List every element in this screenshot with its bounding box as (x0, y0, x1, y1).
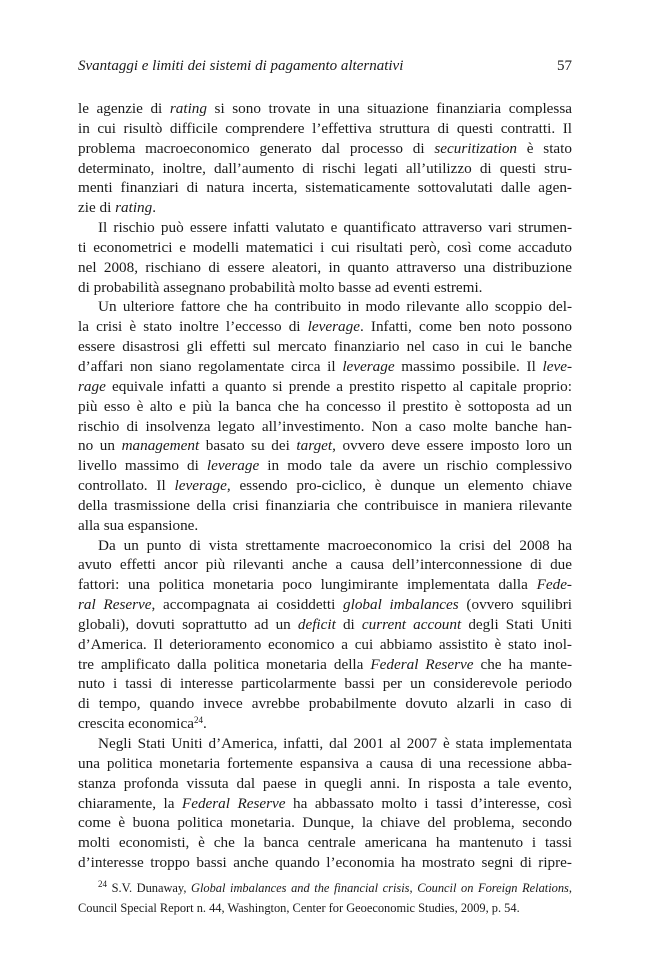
text-line: una politica monetaria fortemente espansiva a causa di una recessione abba- (78, 754, 572, 772)
text-line: Negli Stati Uniti d’America, infatti, dal 2001 al 2007 è stata implementata (98, 735, 572, 752)
footnote-line: $^{24}$ S.V. Dunaway, Global imbalances and the financial crisis, Council on Foreign Relations, (98, 879, 572, 895)
text-line: molti economisti, è che la banca centrale americana ha mantenuto i tassi (78, 834, 572, 852)
text-line: nel 2008, rischiano di essere aleatori, in quanto attraverso una distribuzione (78, 258, 572, 276)
text-line: menti finanziari di natura incerta, sistematicamente sottovalutati dalle agen- (78, 179, 572, 197)
text-line: zie di rating. (78, 199, 157, 217)
text-line: ti econometrici e modelli matematici i cui risultati però, così come accaduto (78, 238, 572, 256)
text-line: livello massimo di leverage in modo tale da avere un rischio complessivo (78, 457, 572, 475)
text-line: rischio di insolvenza legato all’investimento. Non a caso molte banche han- (78, 417, 572, 435)
text-line: determinato, inoltre, dall’aumento di rischi legati all’utilizzo di questi stru- (78, 159, 572, 177)
text-line: ral Reserve, accompagnata ai cosiddetti global imbalances (ovvero squilibri (78, 596, 572, 614)
text-line: di probabilità assegnano probabilità molto basse ad eventi estremi. (78, 278, 483, 296)
text-line: d’America. Il deterioramento economico a cui abbiamo assistito è stato inol- (78, 635, 572, 653)
text-line: più esso è alto e più la banca che ha concesso il prestito è sottoposta ad un (78, 397, 572, 415)
text-line: d’affari non siano regolamentate circa il leverage massimo possibile. Il leve- (78, 357, 573, 375)
text-line: controllato. Il leverage, essendo pro-ciclico, è dunque un elemento chiave (78, 477, 572, 495)
text-line: Da un punto di vista strettamente macroeconomico la crisi del 2008 ha (98, 536, 572, 554)
footnote (78, 880, 572, 920)
text-line: tre amplificato dalla politica monetaria della Federal Reserve che ha mante- (78, 655, 572, 673)
text-line: alla sua espansione. (78, 516, 199, 534)
text-line: fattori: una politica monetaria poco lungimirante implementata dalla Fede- (78, 576, 572, 594)
running-head (78, 58, 572, 80)
text-line: Un ulteriore fattore che ha contribuito in modo rilevante allo scoppio del- (98, 298, 572, 316)
text-line: di tempo, quando invece avrebbe probabilmente dovuto alzarli in caso di (78, 695, 572, 713)
text-line: della trasmissione della crisi finanziaria che contribuisce in maniera rilevante (78, 496, 572, 514)
text-line: globali), dovuti soprattutto ad un deficit di current account degli Stati Uniti (78, 615, 572, 633)
running-title: Svantaggi e limiti dei sistemi di pagamento alternativi (78, 58, 404, 74)
text-line: crescita economica$^{24}$. (78, 715, 207, 733)
text-line: chiaramente, la Federal Reserve ha abbassato molto i tassi d’interesse, così (78, 794, 572, 812)
text-line: essere disastrosi gli effetti sul mercato finanziario nel caso in cui le banche (78, 338, 572, 356)
text-line: la crisi è stato inoltre l’eccesso di leverage. Infatti, come ben noto possono (78, 318, 572, 336)
text-line: in cui risultò difficile comprendere l’effettiva struttura di questi contratti. Il (78, 119, 572, 137)
text-line: stanza profonda vissuta dal paese in quegli anni. In risposta a tale evento, (78, 774, 572, 792)
text-line: no un management basato su dei target, ovvero deve essere imposto loro un (78, 437, 573, 455)
text-line: d’interesse troppo bassi anche quando l’economia ha mostrato segni di ripre- (78, 854, 572, 872)
text-line: Il rischio può essere infatti valutato e quantificato attraverso vari strumen- (98, 219, 572, 237)
text-line: nuto i tassi di interesse particolarmente bassi per un considerevole periodo (78, 675, 572, 693)
text-line: le agenzie di rating si sono trovate in una situazione finanziaria complessa (78, 100, 572, 117)
body-text (78, 99, 572, 873)
text-line: problema macroeconomico generato dal processo di securitization è stato (78, 139, 572, 157)
footnote-line: Council Special Report n. 44, Washington, Center for Geoeconomic Studies, 2009, p. 54. (78, 900, 520, 915)
text-line: rage equivale infatti a quanto si prende a prestito rispetto al capitale proprio: (78, 377, 572, 395)
page-number: 57 (557, 58, 572, 74)
text-line: come è buona politica monetaria. Dunque, la chiave del problema, secondo (78, 814, 572, 832)
text-line: avuto effetti ancor più rilevanti anche a causa dell’interconnessione di due (78, 556, 572, 574)
